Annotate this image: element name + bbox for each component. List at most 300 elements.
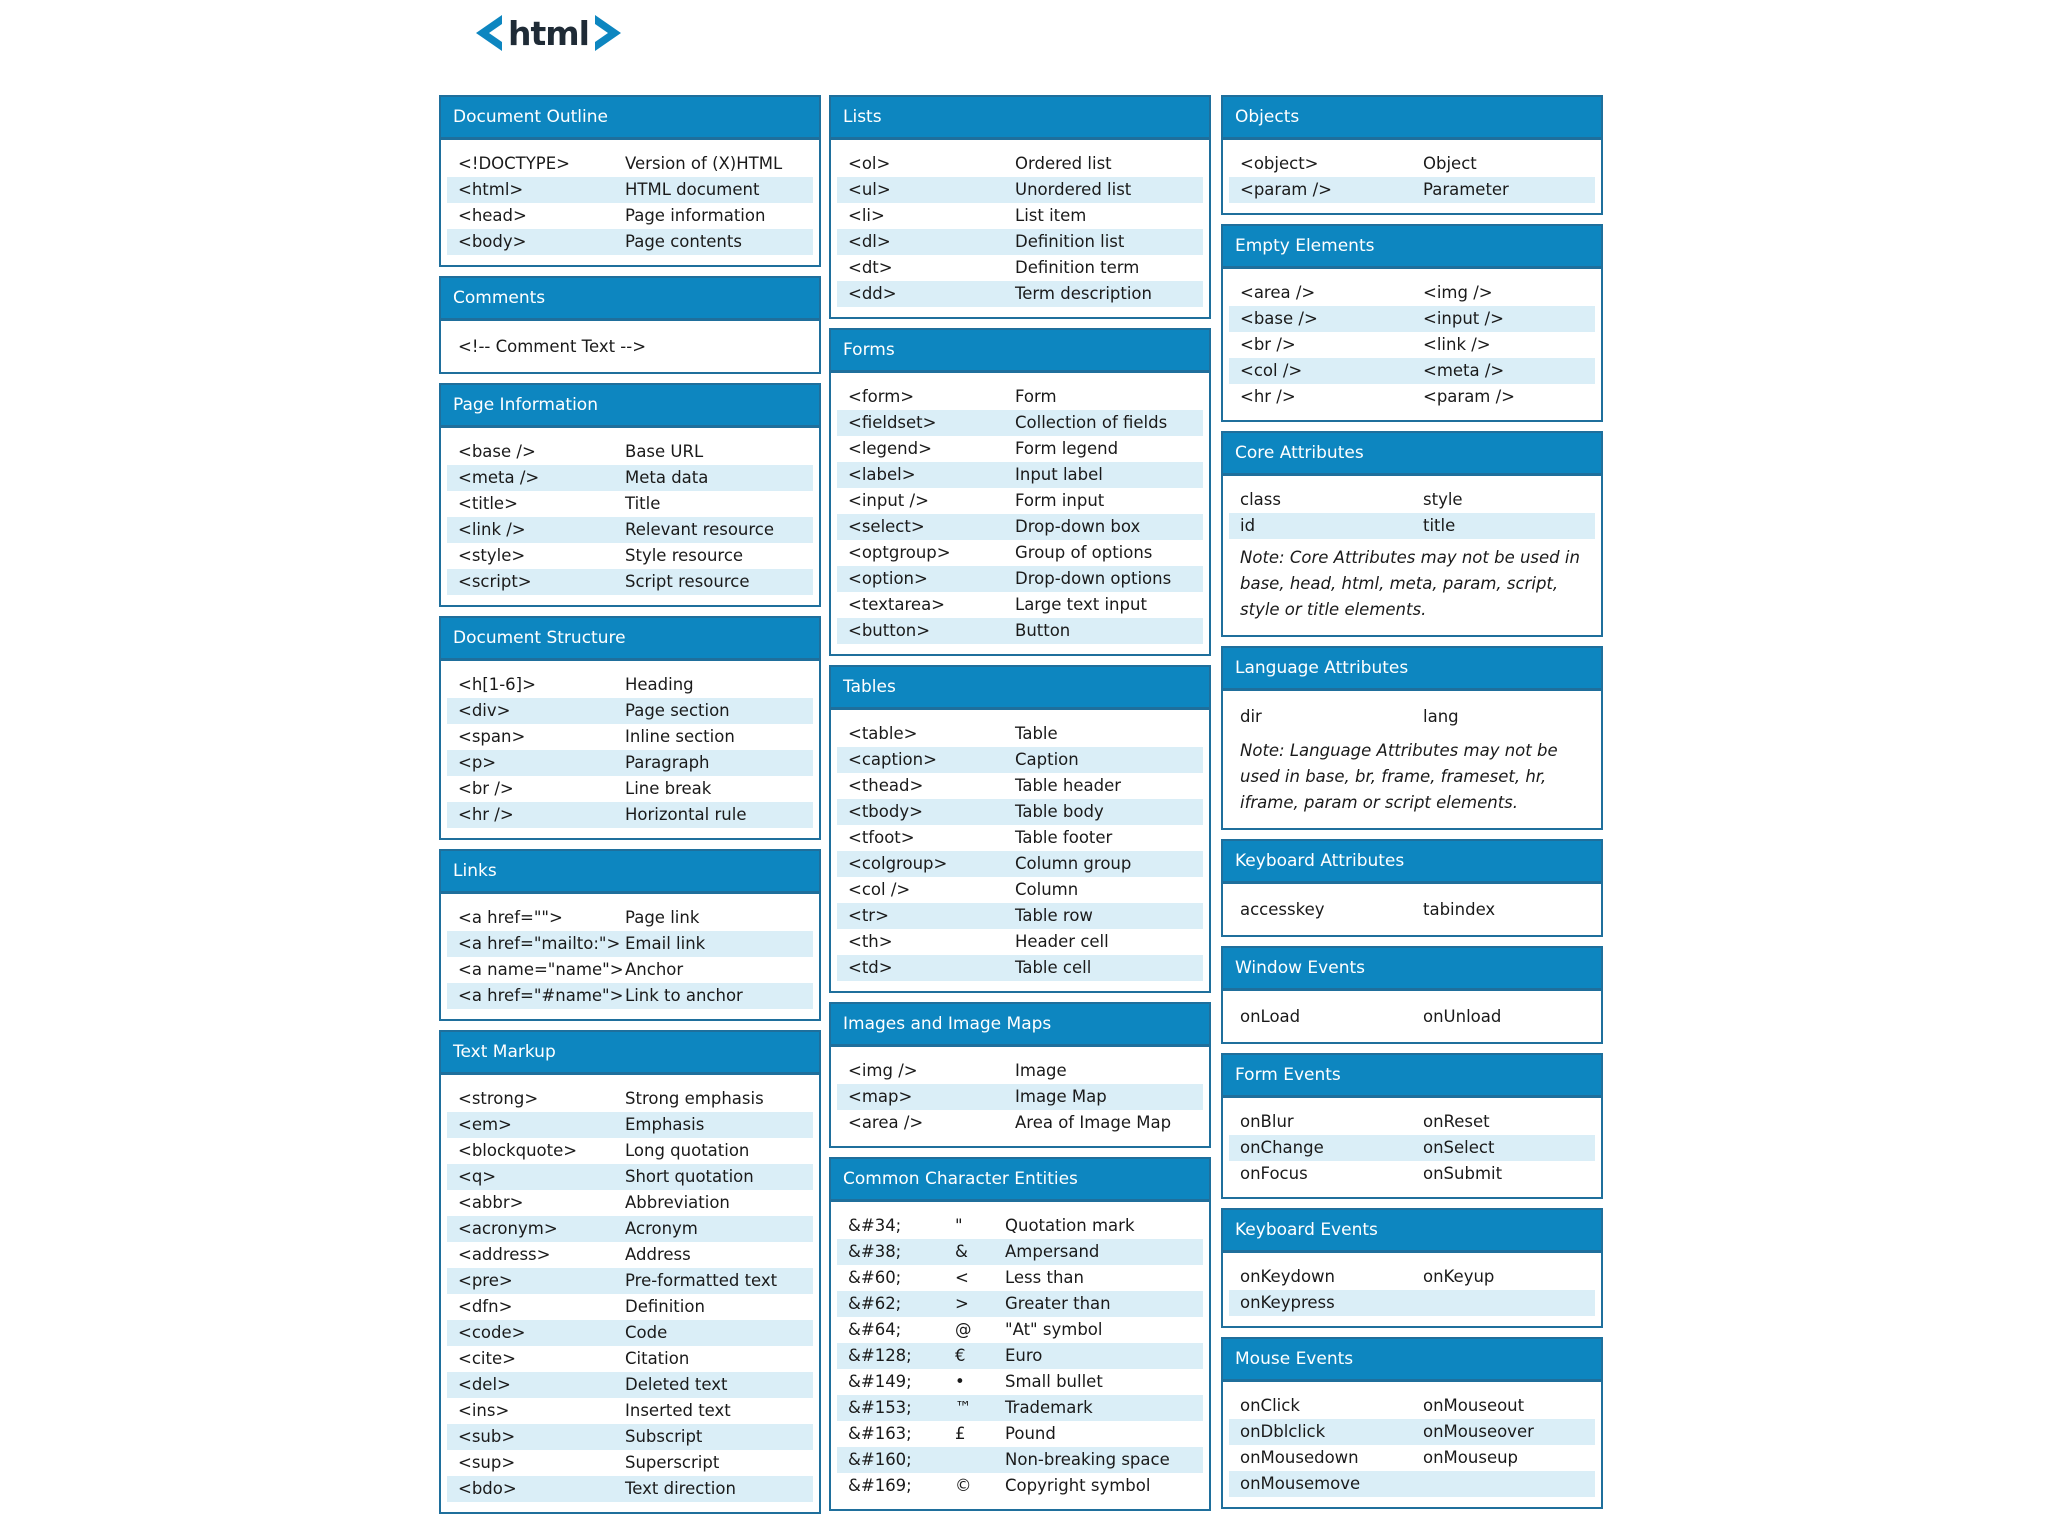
table-row [837, 177, 1203, 203]
table-row [837, 1343, 1203, 1369]
row-key: onDblclick [1240, 1422, 1326, 1441]
row-value: <link /> [1423, 335, 1491, 354]
table-row [447, 1476, 813, 1502]
panel-tables [829, 665, 1211, 993]
panel-title: Links [441, 851, 819, 894]
column-middle [829, 95, 1211, 1520]
entity-description: Euro [1005, 1346, 1043, 1365]
panel-document-structure [439, 616, 821, 840]
row-value: Paragraph [625, 753, 710, 772]
table-row [1229, 1290, 1595, 1316]
row-key: <form> [848, 387, 915, 406]
row-key: onKeydown [1240, 1267, 1335, 1286]
table-row [447, 1424, 813, 1450]
table-row [837, 1084, 1203, 1110]
panel-language-attributes [1221, 646, 1603, 830]
table-row [447, 905, 813, 931]
row-value: Area of Image Map [1015, 1113, 1172, 1132]
row-key: onFocus [1240, 1164, 1308, 1183]
table-row [447, 1190, 813, 1216]
panel-character-entities [829, 1157, 1211, 1511]
row-key: <hr /> [1240, 387, 1296, 406]
panel-body [441, 661, 819, 838]
table-row [837, 1447, 1203, 1473]
table-row [447, 802, 813, 828]
entity-glyph: " [955, 1216, 963, 1235]
right-angle-bracket-icon [591, 13, 625, 53]
entity-code: &#160; [848, 1450, 912, 1469]
table-row [1229, 384, 1595, 410]
entity-code: &#153; [848, 1398, 912, 1417]
row-key: <a href=""> [458, 908, 563, 927]
row-key: <del> [458, 1375, 511, 1394]
row-value: List item [1015, 206, 1087, 225]
row-key: <thead> [848, 776, 924, 795]
row-value: Group of options [1015, 543, 1153, 562]
panel-body [1223, 269, 1601, 420]
panel-links [439, 849, 821, 1021]
row-value: onKeyup [1423, 1267, 1495, 1286]
panel-note: Note: Core Attributes may not be used in base, head, html, meta, param, script, style or title elements. [1240, 548, 1580, 619]
table-row [837, 151, 1203, 177]
table-row [837, 410, 1203, 436]
table-row [447, 750, 813, 776]
row-value: Heading [625, 675, 694, 694]
table-row [837, 1369, 1203, 1395]
table-row [447, 1294, 813, 1320]
entity-glyph: & [955, 1242, 968, 1261]
row-key: <meta /> [458, 468, 540, 487]
row-value: onUnload [1423, 1007, 1502, 1026]
row-key: <dl> [848, 232, 891, 251]
row-key: <label> [848, 465, 916, 484]
row-key: <input /> [848, 491, 929, 510]
row-value: Email link [625, 934, 706, 953]
row-key: onBlur [1240, 1112, 1294, 1131]
panel-body [1223, 884, 1601, 935]
table-row [447, 465, 813, 491]
row-value [1423, 1290, 1595, 1316]
row-key: <tbody> [848, 802, 923, 821]
row-key: id [1240, 516, 1256, 535]
entity-description: Greater than [1005, 1294, 1111, 1313]
row-key: <tfoot> [848, 828, 915, 847]
row-value: Parameter [1423, 180, 1509, 199]
panel-forms [829, 328, 1211, 656]
entity-description: Pound [1005, 1424, 1056, 1443]
row-key: <code> [458, 1323, 526, 1342]
table-row [1229, 151, 1595, 177]
panel-body [441, 1075, 819, 1512]
row-value: tabindex [1423, 900, 1496, 919]
panel-title: Forms [831, 330, 1209, 373]
row-key: <hr /> [458, 805, 514, 824]
row-key: <li> [848, 206, 885, 225]
table-row [1229, 1419, 1595, 1445]
entity-description: Copyright symbol [1005, 1476, 1151, 1495]
row-value: Column [1015, 880, 1079, 899]
row-key: <cite> [458, 1349, 516, 1368]
row-value: Line break [625, 779, 712, 798]
panel-body [441, 428, 819, 605]
row-key: <link /> [458, 520, 526, 539]
row-value: Form legend [1015, 439, 1119, 458]
row-value: Table footer [1015, 828, 1113, 847]
row-key: <dd> [848, 284, 897, 303]
panel-title: Page Information [441, 385, 819, 428]
row-value: Pre-formatted text [625, 1271, 778, 1290]
panel-body [1223, 1098, 1601, 1197]
table-row [1229, 306, 1595, 332]
row-key: onClick [1240, 1396, 1300, 1415]
row-key: <!DOCTYPE> [458, 154, 571, 173]
row-key: <bdo> [458, 1479, 517, 1498]
entity-code: &#62; [848, 1294, 902, 1313]
row-value: Table header [1015, 776, 1122, 795]
row-value: Image Map [1015, 1087, 1107, 1106]
table-row [1229, 895, 1595, 925]
row-value: <input /> [1423, 309, 1504, 328]
panel-title: Tables [831, 667, 1209, 710]
row-value: Short quotation [625, 1167, 754, 1186]
row-key: <colgroup> [848, 854, 948, 873]
entity-code: &#149; [848, 1372, 912, 1391]
panel-title: Keyboard Events [1223, 1210, 1601, 1253]
row-value: Inline section [625, 727, 735, 746]
row-key: <!-- Comment Text --> [458, 337, 647, 356]
panel-title: Empty Elements [1223, 226, 1601, 269]
table-row [837, 825, 1203, 851]
row-value: Ordered list [1015, 154, 1112, 173]
entity-description: Small bullet [1005, 1372, 1103, 1391]
row-value: Base URL [625, 442, 704, 461]
column-left [439, 95, 821, 1523]
row-key: onKeypress [1240, 1293, 1335, 1312]
panel-body [831, 1202, 1209, 1509]
row-key: <style> [458, 546, 526, 565]
row-value: Page section [625, 701, 730, 720]
row-key: <textarea> [848, 595, 946, 614]
table-row [447, 177, 813, 203]
panel-body [1223, 1382, 1601, 1507]
logo-text: html [508, 13, 589, 53]
row-value: onMouseout [1423, 1396, 1525, 1415]
table-row [837, 514, 1203, 540]
entity-glyph: < [955, 1268, 969, 1287]
panel-title: Comments [441, 278, 819, 321]
row-key: <table> [848, 724, 918, 743]
panel-title: Window Events [1223, 948, 1601, 991]
row-value: Table body [1015, 802, 1104, 821]
row-key: <abbr> [458, 1193, 524, 1212]
row-value: Button [1015, 621, 1071, 640]
row-key: <dt> [848, 258, 893, 277]
table-row [837, 877, 1203, 903]
panel-core-attributes [1221, 431, 1603, 637]
row-value: Address [625, 1245, 691, 1264]
table-row [1229, 332, 1595, 358]
row-key: <address> [458, 1245, 551, 1264]
entity-description: Ampersand [1005, 1242, 1100, 1261]
row-value: onMouseover [1423, 1422, 1534, 1441]
panel-title: Keyboard Attributes [1223, 841, 1601, 884]
table-row [837, 488, 1203, 514]
row-key: <td> [848, 958, 893, 977]
row-value: Title [625, 494, 661, 513]
table-row [837, 462, 1203, 488]
row-key: <title> [458, 494, 518, 513]
panel-empty-elements [1221, 224, 1603, 422]
table-row [447, 698, 813, 724]
panel-body [1223, 1253, 1601, 1326]
row-key: <head> [458, 206, 527, 225]
panel-title: Lists [831, 97, 1209, 140]
table-row [447, 332, 813, 362]
panel-body [1223, 140, 1601, 213]
entity-code: &#34; [848, 1216, 902, 1235]
table-row [1229, 702, 1595, 732]
entity-code: &#38; [848, 1242, 902, 1261]
table-row [447, 543, 813, 569]
entity-code: &#60; [848, 1268, 902, 1287]
row-value: Drop-down options [1015, 569, 1172, 588]
row-value: Version of (X)HTML [625, 154, 783, 173]
panel-lists [829, 95, 1211, 319]
entity-code: &#163; [848, 1424, 912, 1443]
row-key: <ul> [848, 180, 891, 199]
row-value: Long quotation [625, 1141, 750, 1160]
panel-note: Note: Language Attributes may not be used in base, br, frame, frameset, hr, iframe, param or script elements. [1240, 741, 1558, 812]
row-key: <optgroup> [848, 543, 951, 562]
panel-body [441, 140, 819, 265]
row-key: <a href="mailto:"> [458, 934, 621, 953]
entity-glyph: © [955, 1476, 972, 1495]
table-row [837, 1291, 1203, 1317]
row-value: Citation [625, 1349, 690, 1368]
left-angle-bracket-icon [472, 13, 506, 53]
panel-title: Language Attributes [1223, 648, 1601, 691]
row-key: <div> [458, 701, 511, 720]
table-row [837, 540, 1203, 566]
row-key: <q> [458, 1167, 497, 1186]
row-value [1423, 1471, 1595, 1497]
panel-body [831, 140, 1209, 317]
panel-title: Images and Image Maps [831, 1004, 1209, 1047]
table-row [837, 566, 1203, 592]
row-key: <col /> [1240, 361, 1303, 380]
row-value: Deleted text [625, 1375, 728, 1394]
table-row [447, 151, 813, 177]
row-key: <object> [1240, 154, 1319, 173]
table-row [1229, 1264, 1595, 1290]
table-row [447, 1242, 813, 1268]
row-value: Script resource [625, 572, 750, 591]
row-value: Subscript [625, 1427, 703, 1446]
row-value: Form input [1015, 491, 1105, 510]
table-row [837, 281, 1203, 307]
row-key: <fieldset> [848, 413, 937, 432]
table-row [447, 439, 813, 465]
row-value: style [1423, 490, 1463, 509]
panel-title: Text Markup [441, 1032, 819, 1075]
table-row [837, 1239, 1203, 1265]
row-value: onMouseup [1423, 1448, 1519, 1467]
table-row [837, 773, 1203, 799]
row-key: <base /> [1240, 309, 1318, 328]
row-value: Strong emphasis [625, 1089, 764, 1108]
row-key: <html> [458, 180, 524, 199]
panel-body [1223, 991, 1601, 1042]
row-key: <span> [458, 727, 526, 746]
row-key: <select> [848, 517, 925, 536]
row-key: <ins> [458, 1401, 510, 1420]
panel-keyboard-attributes [1221, 839, 1603, 937]
row-value: Definition term [1015, 258, 1140, 277]
panel-form-events [1221, 1053, 1603, 1199]
table-row [447, 1372, 813, 1398]
entity-description: Non-breaking space [1005, 1450, 1170, 1469]
table-row [837, 1110, 1203, 1136]
row-value: Anchor [625, 960, 684, 979]
row-value: Text direction [625, 1479, 736, 1498]
row-key: <legend> [848, 439, 932, 458]
table-row [447, 491, 813, 517]
entity-description: Less than [1005, 1268, 1084, 1287]
row-value: Relevant resource [625, 520, 775, 539]
row-value: <param /> [1423, 387, 1516, 406]
row-key: <dfn> [458, 1297, 513, 1316]
entity-code: &#128; [848, 1346, 912, 1365]
table-row [447, 203, 813, 229]
row-value: Term description [1015, 284, 1152, 303]
table-row [447, 569, 813, 595]
table-row [837, 1058, 1203, 1084]
table-row [447, 1086, 813, 1112]
table-row [837, 255, 1203, 281]
panel-mouse-events [1221, 1337, 1603, 1509]
row-value: Acronym [625, 1219, 698, 1238]
panel-body [441, 894, 819, 1019]
row-value: Collection of fields [1015, 413, 1168, 432]
table-row [837, 384, 1203, 410]
panel-body [441, 321, 819, 372]
row-value: Definition [625, 1297, 705, 1316]
table-row [837, 851, 1203, 877]
row-key: accesskey [1240, 900, 1325, 919]
table-row [837, 929, 1203, 955]
table-row [837, 229, 1203, 255]
row-key: <body> [458, 232, 527, 251]
table-row [447, 724, 813, 750]
row-value: Style resource [625, 546, 744, 565]
table-row [1229, 1445, 1595, 1471]
table-row [447, 1346, 813, 1372]
row-key: <area /> [1240, 283, 1316, 302]
table-row [1229, 487, 1595, 513]
table-row [1229, 1109, 1595, 1135]
row-value: Definition list [1015, 232, 1125, 251]
row-value: Table [1015, 724, 1058, 743]
table-row [837, 721, 1203, 747]
table-row [837, 436, 1203, 462]
row-value: Unordered list [1015, 180, 1132, 199]
table-row [447, 1138, 813, 1164]
row-key: <script> [458, 572, 532, 591]
row-value: HTML document [625, 180, 760, 199]
table-row [447, 1112, 813, 1138]
entity-glyph: £ [955, 1424, 966, 1443]
row-key: <caption> [848, 750, 937, 769]
panel-title: Objects [1223, 97, 1601, 140]
row-value: Header cell [1015, 932, 1109, 951]
row-value: Large text input [1015, 595, 1147, 614]
row-key: <ol> [848, 154, 891, 173]
row-value: onSelect [1423, 1138, 1495, 1157]
row-value: Form [1015, 387, 1057, 406]
table-row [837, 592, 1203, 618]
table-row [447, 517, 813, 543]
table-row [837, 1421, 1203, 1447]
row-key: <a href="#name"> [458, 986, 624, 1005]
entity-glyph: • [955, 1372, 965, 1391]
row-value: Input label [1015, 465, 1103, 484]
panel-body [831, 710, 1209, 991]
panel-body [831, 1047, 1209, 1146]
row-key: <th> [848, 932, 893, 951]
table-row [447, 1398, 813, 1424]
row-value: onReset [1423, 1112, 1490, 1131]
table-row [447, 776, 813, 802]
row-value: <img /> [1423, 283, 1493, 302]
entity-glyph [955, 1447, 1005, 1473]
row-key: class [1240, 490, 1281, 509]
row-key: <pre> [458, 1271, 513, 1290]
panel-comments [439, 276, 821, 374]
entity-description: "At" symbol [1005, 1320, 1103, 1339]
table-row [837, 799, 1203, 825]
entity-glyph: > [955, 1294, 969, 1313]
row-key: <col /> [848, 880, 911, 899]
panel-window-events [1221, 946, 1603, 1044]
row-value: Image [1015, 1061, 1067, 1080]
table-row [447, 957, 813, 983]
table-row [1229, 358, 1595, 384]
table-row [447, 229, 813, 255]
row-value: Code [625, 1323, 668, 1342]
row-key: <em> [458, 1115, 512, 1134]
row-value [625, 332, 813, 362]
table-row [1229, 513, 1595, 539]
table-row [837, 1317, 1203, 1343]
panel-document-outline [439, 95, 821, 267]
row-value: Page information [625, 206, 766, 225]
table-row [1229, 1161, 1595, 1187]
table-row [837, 1395, 1203, 1421]
row-key: onMousedown [1240, 1448, 1359, 1467]
column-right [1221, 95, 1603, 1518]
table-row [837, 618, 1203, 644]
row-value: <meta /> [1423, 361, 1505, 380]
row-value: Page contents [625, 232, 742, 251]
panel-text-markup [439, 1030, 821, 1514]
table-row [447, 931, 813, 957]
panel-objects [1221, 95, 1603, 215]
row-key: <blockquote> [458, 1141, 578, 1160]
table-row [1229, 177, 1595, 203]
table-row [837, 955, 1203, 981]
entity-code: &#64; [848, 1320, 902, 1339]
panel-keyboard-events [1221, 1208, 1603, 1328]
